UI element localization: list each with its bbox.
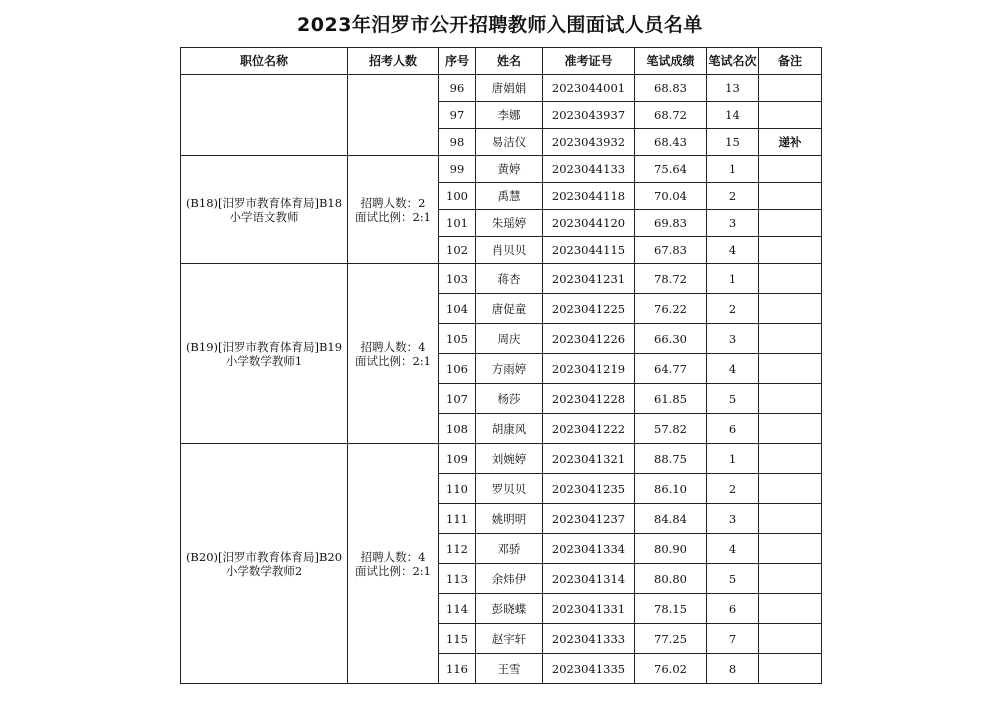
position-cell [181,264,348,444]
header-score: 笔试成绩 [635,48,707,75]
name-cell: 赵宇轩 [476,624,543,654]
seq-cell: 97 [439,102,476,129]
name-cell: 彭晓蝶 [476,594,543,624]
note-cell [759,210,822,237]
note-cell [759,474,822,504]
seq-cell: 108 [439,414,476,444]
name-cell: 周庆 [476,324,543,354]
table-row [181,264,822,294]
exam-id-cell: 2023044001 [543,75,635,102]
note-cell [759,444,822,474]
name-cell: 禹慧 [476,183,543,210]
seq-cell: 99 [439,156,476,183]
page-title: 2023年汨罗市公开招聘教师入围面试人员名单 [297,14,703,36]
note-cell [759,414,822,444]
name-cell: 肖贝贝 [476,237,543,264]
score-cell: 78.15 [635,594,707,624]
score-cell: 80.80 [635,564,707,594]
note-cell [759,294,822,324]
quota-line-2: 面试比例：2:1 [354,209,431,224]
seq-cell: 113 [439,564,476,594]
seq-cell: 115 [439,624,476,654]
exam-id-cell: 2023044118 [543,183,635,210]
rank-cell: 2 [707,183,759,210]
score-cell: 68.72 [635,102,707,129]
score-cell: 69.83 [635,210,707,237]
seq-cell: 96 [439,75,476,102]
score-cell: 78.72 [635,264,707,294]
exam-id-cell: 2023041228 [543,384,635,414]
note-cell [759,354,822,384]
rank-cell: 5 [707,384,759,414]
seq-cell: 114 [439,594,476,624]
position-line-1: (B20)[汨罗市教育体育局]B20 [185,549,343,564]
exam-id-cell: 2023043932 [543,129,635,156]
rank-cell: 3 [707,504,759,534]
note-cell [759,654,822,684]
rank-cell: 15 [707,129,759,156]
rank-cell: 13 [707,75,759,102]
exam-id-cell: 2023041225 [543,294,635,324]
score-cell: 67.83 [635,237,707,264]
score-cell: 86.10 [635,474,707,504]
table-header-row [181,48,822,75]
table-body [181,75,822,684]
score-cell: 64.77 [635,354,707,384]
header-exam-id: 准考证号 [543,48,635,75]
header-position: 职位名称 [181,48,348,75]
note-cell [759,75,822,102]
note-cell [759,384,822,414]
name-cell: 余炜伊 [476,564,543,594]
name-cell: 杨莎 [476,384,543,414]
quota-line-1: 招聘人数：2 [360,195,426,210]
position-line-2: 小学数学教师2 [225,563,303,578]
rank-cell: 1 [707,156,759,183]
seq-cell: 103 [439,264,476,294]
header-seq: 序号 [439,48,476,75]
exam-id-cell: 2023044133 [543,156,635,183]
position-cell [181,444,348,684]
name-cell: 姚明明 [476,504,543,534]
name-cell: 蒋杏 [476,264,543,294]
header-rank: 笔试名次 [707,48,759,75]
candidate-table [180,47,822,684]
name-cell: 胡康风 [476,414,543,444]
rank-cell: 6 [707,594,759,624]
position-line-1: (B18)[汨罗市教育体育局]B18 [185,195,343,210]
rank-cell: 14 [707,102,759,129]
rank-cell: 7 [707,624,759,654]
table-row [181,156,822,183]
seq-cell: 102 [439,237,476,264]
name-cell: 邓骄 [476,534,543,564]
seq-cell: 98 [439,129,476,156]
quota-line-1: 招聘人数：4 [360,549,426,564]
score-cell: 84.84 [635,504,707,534]
quota-cell [348,264,439,444]
note-cell [759,264,822,294]
note-cell [759,324,822,354]
note-cell [759,564,822,594]
rank-cell: 3 [707,210,759,237]
seq-cell: 110 [439,474,476,504]
position-cell [181,75,348,156]
rank-cell: 1 [707,444,759,474]
seq-cell: 109 [439,444,476,474]
exam-id-cell: 2023044115 [543,237,635,264]
note-cell [759,156,822,183]
rank-cell: 3 [707,324,759,354]
score-cell: 88.75 [635,444,707,474]
seq-cell: 107 [439,384,476,414]
name-cell: 方雨婷 [476,354,543,384]
name-cell: 黄婷 [476,156,543,183]
name-cell: 唐促童 [476,294,543,324]
score-cell: 68.43 [635,129,707,156]
seq-cell: 101 [439,210,476,237]
note-cell [759,624,822,654]
exam-id-cell: 2023041335 [543,654,635,684]
note-cell [759,237,822,264]
seq-cell: 104 [439,294,476,324]
name-cell: 唐娟娟 [476,75,543,102]
exam-id-cell: 2023041321 [543,444,635,474]
quota-cell [348,75,439,156]
seq-cell: 111 [439,504,476,534]
quota-line-1: 招聘人数：4 [360,339,426,354]
exam-id-cell: 2023041219 [543,354,635,384]
position-line-2: 小学语文教师 [229,209,299,224]
score-cell: 76.22 [635,294,707,324]
score-cell: 66.30 [635,324,707,354]
score-cell: 75.64 [635,156,707,183]
table-row [181,444,822,474]
rank-cell: 4 [707,354,759,384]
rank-cell: 2 [707,294,759,324]
name-cell: 王雪 [476,654,543,684]
note-cell: 递补 [759,129,822,156]
exam-id-cell: 2023043937 [543,102,635,129]
name-cell: 易洁仪 [476,129,543,156]
score-cell: 76.02 [635,654,707,684]
score-cell: 70.04 [635,183,707,210]
quota-cell [348,156,439,264]
rank-cell: 8 [707,654,759,684]
rank-cell: 4 [707,534,759,564]
seq-cell: 105 [439,324,476,354]
exam-id-cell: 2023041333 [543,624,635,654]
exam-id-cell: 2023041314 [543,564,635,594]
exam-id-cell: 2023041331 [543,594,635,624]
score-cell: 61.85 [635,384,707,414]
rank-cell: 5 [707,564,759,594]
quota-cell [348,444,439,684]
header-name: 姓名 [476,48,543,75]
exam-id-cell: 2023041231 [543,264,635,294]
seq-cell: 112 [439,534,476,564]
name-cell: 李娜 [476,102,543,129]
position-line-1: (B19)[汨罗市教育体育局]B19 [185,339,343,354]
exam-id-cell: 2023041237 [543,504,635,534]
table-row [181,75,822,102]
exam-id-cell: 2023041226 [543,324,635,354]
exam-id-cell: 2023041334 [543,534,635,564]
note-cell [759,102,822,129]
note-cell [759,504,822,534]
note-cell [759,534,822,564]
exam-id-cell: 2023041222 [543,414,635,444]
seq-cell: 100 [439,183,476,210]
name-cell: 朱瑶婷 [476,210,543,237]
quota-line-2: 面试比例：2:1 [354,563,431,578]
position-line-2: 小学数学教师1 [225,353,303,368]
header-note: 备注 [759,48,822,75]
rank-cell: 1 [707,264,759,294]
score-cell: 77.25 [635,624,707,654]
name-cell: 刘婉婷 [476,444,543,474]
score-cell: 80.90 [635,534,707,564]
rank-cell: 6 [707,414,759,444]
exam-id-cell: 2023044120 [543,210,635,237]
score-cell: 68.83 [635,75,707,102]
score-cell: 57.82 [635,414,707,444]
quota-line-2: 面试比例：2:1 [354,353,431,368]
note-cell [759,594,822,624]
seq-cell: 116 [439,654,476,684]
header-quota: 招考人数 [348,48,439,75]
rank-cell: 2 [707,474,759,504]
rank-cell: 4 [707,237,759,264]
exam-id-cell: 2023041235 [543,474,635,504]
seq-cell: 106 [439,354,476,384]
note-cell [759,183,822,210]
position-cell [181,156,348,264]
name-cell: 罗贝贝 [476,474,543,504]
